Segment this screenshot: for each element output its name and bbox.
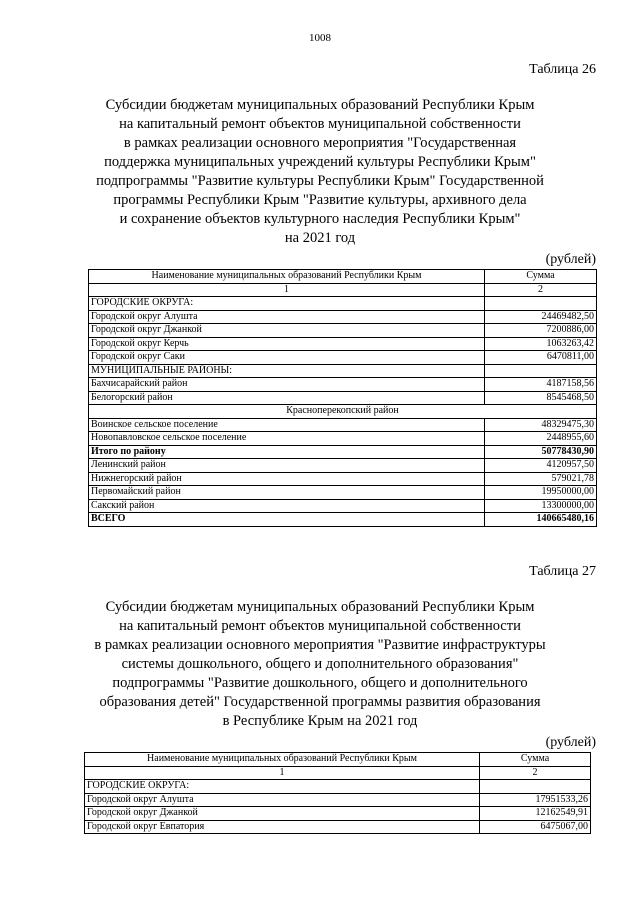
row-name: Белогорский район (89, 391, 485, 405)
row-sum: 1063263,42 (485, 337, 597, 351)
table-27-unit: (рублей) (545, 735, 596, 750)
table-row (89, 499, 597, 513)
header-row (89, 270, 597, 284)
table-row (89, 445, 597, 459)
title-line: в рамках реализации основного мероприятия "Развитие инфраструктуры (94, 637, 546, 653)
column-header-name: Наименование муниципальных образований Республики Крым (85, 753, 480, 767)
table-26 (88, 269, 597, 527)
row-name: Новопавловское сельское поселение (89, 432, 485, 446)
table-row (89, 297, 597, 311)
title-line: подпрограммы "Развитие культуры Республики Крым" Государственной (96, 173, 544, 189)
column-header-sum: Сумма (485, 270, 597, 284)
table-27 (84, 752, 591, 834)
table-row (89, 391, 597, 405)
row-name: Городской округ Алушта (89, 310, 485, 324)
table-row (89, 378, 597, 392)
row-name: Городской округ Алушта (85, 793, 480, 807)
table-row (85, 780, 591, 794)
table-27-title (60, 598, 580, 731)
row-name: Городской округ Джанкой (85, 807, 480, 821)
row-sum (480, 780, 591, 794)
title-line: образования детей" Государственной программы развития образования (99, 694, 541, 710)
table-row (85, 820, 591, 834)
table-row (89, 513, 597, 527)
title-line: в рамках реализации основного мероприятия "Государственная (123, 135, 517, 151)
table-row (89, 486, 597, 500)
table-row (89, 364, 597, 378)
table-row (89, 337, 597, 351)
row-name: ГОРОДСКИЕ ОКРУГА: (89, 297, 485, 311)
row-sum: 4120957,50 (485, 459, 597, 473)
row-name: МУНИЦИПАЛЬНЫЕ РАЙОНЫ: (89, 364, 485, 378)
table-row (85, 807, 591, 821)
table-row (89, 324, 597, 338)
row-sum: 2448955,60 (485, 432, 597, 446)
table-row (89, 459, 597, 473)
row-name: Городской округ Керчь (89, 337, 485, 351)
row-sum: 19950000,00 (485, 486, 597, 500)
row-sum: 140665480,16 (485, 513, 597, 527)
table-row (89, 472, 597, 486)
row-name: Итого по району (89, 445, 485, 459)
row-name: Городской округ Саки (89, 351, 485, 365)
row-sum: 50778430,90 (485, 445, 597, 459)
title-line: на капитальный ремонт объектов муниципальной собственности (119, 618, 521, 634)
title-line: и сохранение объектов культурного наследия Республики Крым" (119, 211, 521, 227)
column-header-sum: Сумма (480, 753, 591, 767)
table-row (89, 351, 597, 365)
row-name: Ленинский район (89, 459, 485, 473)
row-sum: 6475067,00 (480, 820, 591, 834)
table-26-unit: (рублей) (545, 252, 596, 267)
title-line: поддержка муниципальных учреждений культуры Республики Крым" (104, 154, 536, 170)
title-line: системы дошкольного, общего и дополнительного образования" (121, 656, 519, 672)
title-line: в Республике Крым на 2021 год (222, 713, 418, 729)
table-26-label: Таблица 26 (529, 62, 596, 77)
title-line: на 2021 год (284, 230, 356, 246)
title-line: на капитальный ремонт объектов муниципальной собственности (119, 116, 521, 132)
title-line: Субсидии бюджетам муниципальных образований Республики Крым (105, 599, 535, 615)
column-number: 2 (480, 766, 591, 780)
page-number: 1008 (309, 32, 331, 44)
column-number: 1 (85, 766, 480, 780)
row-sum: 579021,78 (485, 472, 597, 486)
row-name: Сакский район (89, 499, 485, 513)
row-sum: 12162549,91 (480, 807, 591, 821)
row-sum: 4187158,56 (485, 378, 597, 392)
title-line: подпрограммы "Развитие дошкольного, общего и дополнительного (112, 675, 528, 691)
row-sum: 8545468,50 (485, 391, 597, 405)
row-sum: 24469482,50 (485, 310, 597, 324)
row-sum: 48329475,30 (485, 418, 597, 432)
title-line: программы Республики Крым "Развитие культуры, архивного дела (113, 192, 527, 208)
table-row (89, 405, 597, 419)
row-name: Воинское сельское поселение (89, 418, 485, 432)
row-sum: 13300000,00 (485, 499, 597, 513)
row-name: Городской округ Джанкой (89, 324, 485, 338)
table-27-label: Таблица 27 (529, 564, 596, 579)
row-sum: 7200886,00 (485, 324, 597, 338)
table-26-title (60, 96, 580, 248)
column-number: 1 (89, 283, 485, 297)
row-name: Городской округ Евпатория (85, 820, 480, 834)
table-row (89, 310, 597, 324)
table-row (89, 418, 597, 432)
column-number: 2 (485, 283, 597, 297)
table-row (85, 793, 591, 807)
row-name: Нижнегорский район (89, 472, 485, 486)
row-sum: 17951533,26 (480, 793, 591, 807)
header-row (85, 753, 591, 767)
table-row (89, 432, 597, 446)
row-sum (485, 364, 597, 378)
row-name: ВСЕГО (89, 513, 485, 527)
row-sum: 6470811,00 (485, 351, 597, 365)
row-name: Первомайский район (89, 486, 485, 500)
column-header-name: Наименование муниципальных образований Республики Крым (89, 270, 485, 284)
title-line: Субсидии бюджетам муниципальных образований Республики Крым (105, 97, 535, 113)
column-number-row (89, 283, 597, 297)
row-name: Бахчисарайский район (89, 378, 485, 392)
row-name: ГОРОДСКИЕ ОКРУГА: (85, 780, 480, 794)
row-sum (485, 297, 597, 311)
column-number-row (85, 766, 591, 780)
district-group-header: Красноперекопский район (89, 405, 597, 419)
